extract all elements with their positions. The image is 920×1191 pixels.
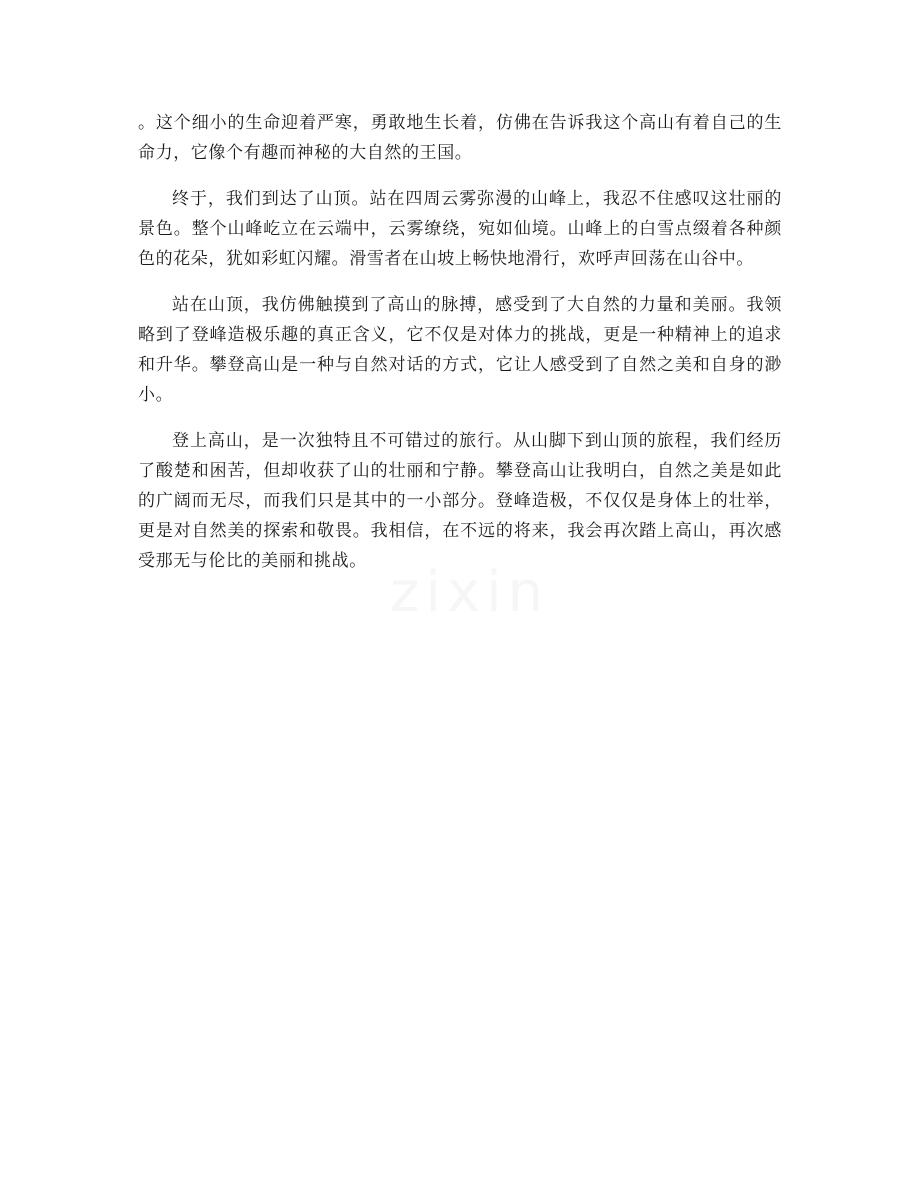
paragraph-1: 。这个细小的生命迎着严寒，勇敢地生长着，仿佛在告诉我这个高山有着自己的生命力，它像个有趣而神秘的大自然的王国。 [138,113,782,163]
paragraph-2: 终于，我们到达了山顶。站在四周云雾弥漫的山峰上，我忍不住感叹这壮丽的景色。整个山峰屹立在云端中，云雾缭绕，宛如仙境。山峰上的白雪点缀着各种颜色的花朵，犹如彩虹闪耀。滑雪者在山坡上畅快地滑行，欢呼声回荡在山谷中。 [138,189,782,269]
document-body [138,108,782,592]
watermark: zixin [390,560,550,625]
paragraph-3: 站在山顶，我仿佛触摸到了高山的脉搏，感受到了大自然的力量和美丽。我领略到了登峰造极乐趣的真正含义，它不仅是对体力的挑战，更是一种精神上的追求和升华。攀登高山是一种与自然对话的方式，它让人感受到了自然之美和自身的渺小。 [138,295,782,405]
paragraph-4: 登上高山，是一次独特且不可错过的旅行。从山脚下到山顶的旅程，我们经历了酸楚和困苦，但却收获了山的壮丽和宁静。攀登高山让我明白，自然之美是如此的广阔而无尽，而我们只是其中的一小部分。登峰造极，不仅仅是身体上的壮举，更是对自然美的探索和敬畏。我相信，在不远的将来，我会再次踏上高山，再次感受那无与伦比的美丽和挑战。 [138,431,782,571]
